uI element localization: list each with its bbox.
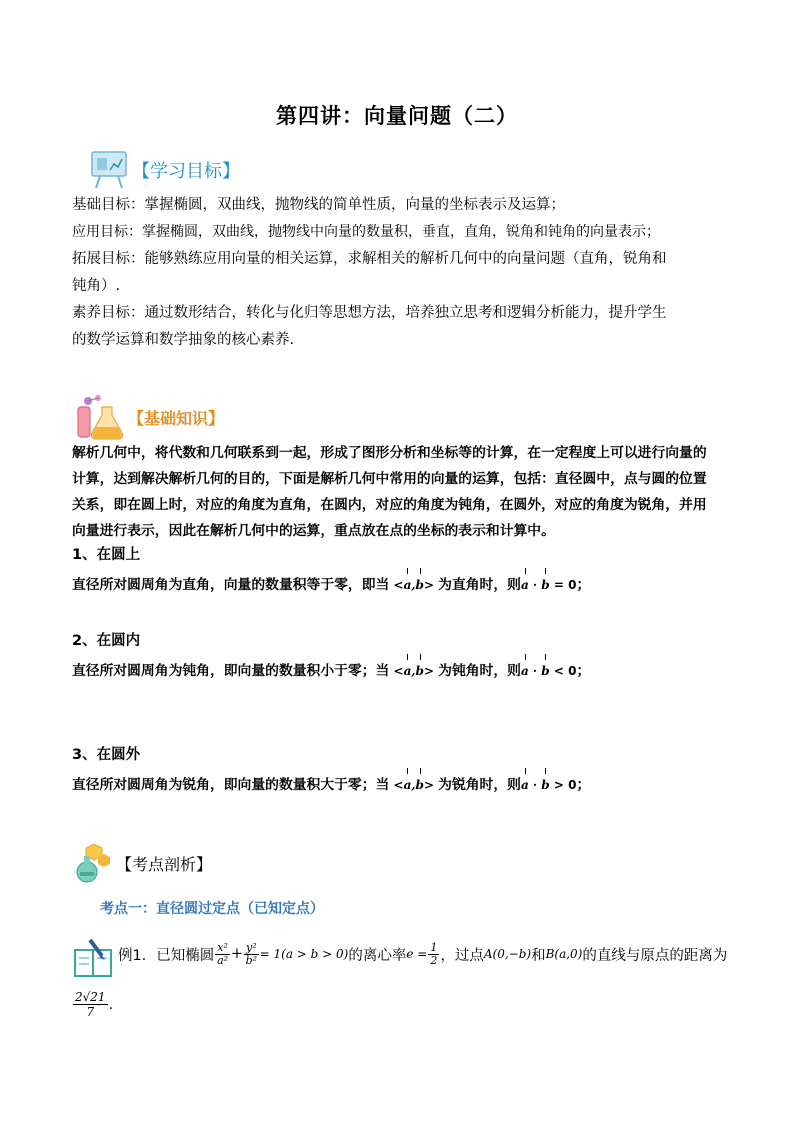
case-text-b: 为直角时，则	[438, 577, 521, 593]
case-text-a: 直径所对圆周角为锐角，即向量的数量积大于零；当	[72, 777, 390, 793]
example-suffix: 的直线与原点的距离为	[582, 947, 728, 964]
case-end: ；	[576, 663, 591, 679]
goals-header	[88, 150, 240, 190]
case-end: ；	[576, 777, 591, 793]
goal-line: 基础目标：掌握椭圆，双曲线，抛物线的简单性质，向量的坐标表示及运算；	[72, 197, 565, 213]
case-text-a: 直径所对圆周角为钝角，即向量的数量积小于零；当	[72, 663, 390, 679]
analysis-heading: 【考点剖析】	[116, 854, 213, 874]
book-pencil-icon	[72, 938, 118, 980]
case-1-label: 1、在圆上	[72, 547, 141, 563]
case-text-a: 直径所对圆周角为直角，向量的数量积等于零，即当	[72, 577, 390, 593]
goal-line: 拓展目标：能够熟练应用向量的相关运算，求解相关的解析几何中的向量问题（直角，锐角和	[72, 251, 667, 267]
case-end: ；	[576, 577, 591, 593]
case-text-b: 为锐角时，则	[438, 777, 521, 793]
case-3-label: 3、在圆外	[72, 747, 141, 763]
angle-expr: <a,b>	[389, 664, 438, 678]
example-1: 例1．已知椭圆 $\frac{\text{x²}}{\text{a²}}$ + $\frac{\text{y²}}{\text{b²}}$ = 1 (a > b > 0) 的离心率 e = $\frac{1}{2}$ ，过点 A(0,−b) 和 B(a,0) 的直线与原点的距离为	[118, 940, 728, 967]
eccentricity-label: e =	[406, 947, 428, 961]
intro-line: 计算，达到解决解析几何的目的，下面是解析几何中常用的向量的运算，包括：直径圆中，点与圆的位置	[72, 471, 707, 487]
beaker-icon	[72, 842, 112, 884]
example-comma: ，过点	[440, 947, 484, 964]
answer-fraction	[73, 990, 108, 1019]
equation-tail: = 1	[259, 947, 282, 961]
case-2-text	[72, 658, 590, 685]
frac-half: $\frac{1}{2}$	[430, 940, 438, 967]
dot-product: a · b	[521, 664, 554, 678]
answer-period: .	[108, 996, 114, 1013]
basics-intro	[72, 440, 732, 544]
answer-numerator: 2√21	[75, 990, 106, 1004]
goal-line: 素养目标：通过数形结合，转化与化归等思想方法，培养独立思考和逻辑分析能力，提升学生	[72, 305, 667, 321]
frac-x: $\frac{\text{x²}}{\text{a²}}$	[217, 940, 229, 967]
point-a: A(0,−b)	[483, 947, 532, 961]
relation: > 0	[553, 778, 577, 792]
example-and: 和	[531, 947, 546, 964]
answer-denominator: 7	[86, 1005, 95, 1019]
flask-icon	[74, 393, 126, 441]
case-2-label: 2、在圆内	[72, 633, 141, 649]
basics-heading: 【基础知识】	[128, 408, 225, 428]
frac-y: $\frac{\text{y²}}{\text{b²}}$	[245, 940, 258, 967]
goal-line: 的数学运算和数学抽象的核心素养.	[72, 332, 295, 348]
dot-product: a · b	[521, 778, 554, 792]
dot-product: a · b	[521, 578, 554, 592]
goal-line: 应用目标：掌握椭圆，双曲线，抛物线中向量的数量积，垂直，直角，锐角和钝角的向量表示；	[72, 224, 660, 240]
intro-line: 解析几何中，将代数和几何联系到一起，形成了图形分析和坐标等的计算，在一定程度上可以进行向量的	[72, 445, 707, 461]
example-answer	[72, 990, 113, 1019]
case-3-text	[72, 772, 590, 799]
basics-header	[74, 393, 224, 441]
condition: (a > b > 0)	[281, 947, 349, 961]
point-1-heading: 考点一：直径圆过定点（已知定点）	[100, 901, 324, 917]
goal-line: 钝角）.	[72, 278, 121, 294]
angle-expr: <a,b>	[389, 578, 438, 592]
whiteboard-icon	[88, 150, 130, 190]
angle-expr: <a,b>	[389, 778, 438, 792]
analysis-header	[72, 842, 212, 884]
case-1-text	[72, 572, 590, 599]
page-title: 第四讲：向量问题（二）	[276, 104, 518, 128]
relation: = 0	[553, 578, 577, 592]
intro-line: 向量进行表示，因此在解析几何中的运算，重点放在点的坐标的表示和计算中。	[72, 523, 555, 539]
relation: < 0	[553, 664, 577, 678]
example-mid: 的离心率	[348, 947, 407, 964]
point-b: B(a,0)	[545, 947, 583, 961]
case-text-b: 为钝角时，则	[438, 663, 521, 679]
example-prefix: 例1．已知椭圆	[118, 947, 215, 964]
intro-line: 关系，即在圆上时，对应的角度为直角，在圆内，对应的角度为钝角，在圆外，对应的角度为锐角，并用	[72, 497, 707, 513]
goals-heading: 【学习目标】	[132, 161, 240, 182]
goals-list	[72, 192, 732, 354]
